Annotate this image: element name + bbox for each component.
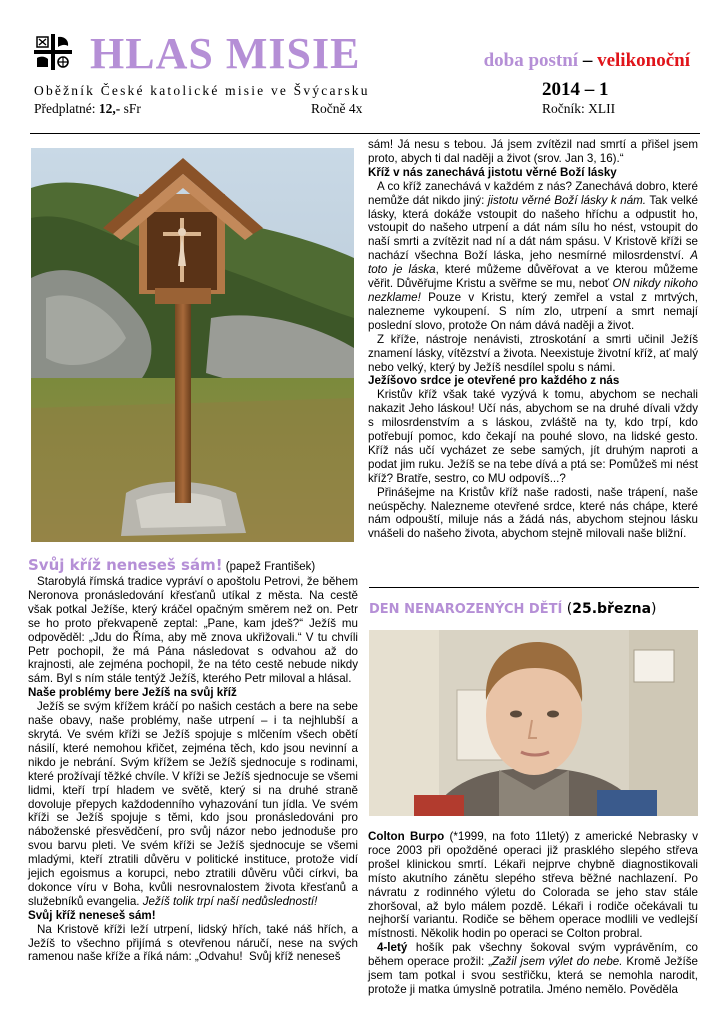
article1-column-right	[368, 138, 698, 541]
article1-paragraph: Kristův kříž však také vyzývá k tomu, abychom se nechali nakazit Jeho láskou! Učí nás, abychom se na druhé dívali vždy s milosrdenstvím a s láskou, zvláště na ty, kdo trpí, kdo potřebují pomoc, kdo čekají na pouhé slovo, na lidské gesto. Kříž nás učí vycházet ze sebe samých, jít druhým naproti a podat jim ruku. Ježíš se na tebe dívá a ptá se: Pomůžeš mi nést kříž? Bratře, sestro, co MU odpovíš...?	[368, 388, 698, 485]
season-lent: doba postní	[483, 50, 579, 71]
article2-text: (*1999, na foto 11letý) z americké Nebrasky v roce 2003 při opožděné operaci již prasklého slepého střeva prošel klinickou smrtí. Lékaři nejprve chybně diagnostikovali místo akutního zánětu slepého střeva běžné nachlazení. Po návratu z rodinného výletu do Colorada se jeho stav stále zhoršoval, až bylo málem pozdě. Lékaři i rodiče očekávali tu nejhorší variantu. Rodiče se během operace modlili ve vedlejší místnosti. Několik hodin po operaci se Colton probral.	[368, 830, 698, 941]
newsletter-subtitle: Oběžník České katolické misie ve Švýcarsku	[34, 83, 370, 98]
article1-paragraph-start: Na Kristově kříži leží utrpení, lidský hřích, také náš hřích, a Ježíš to všechno přijímá s otevřenou náručí, nese na svých ramenou naše kříže a říká nám: „Odvahu! Svůj kříž neneseš	[28, 922, 358, 964]
article2-text: hošík pak všechny šokoval svým vyprávěním, co během operace prožil: „	[368, 941, 698, 969]
masthead	[30, 28, 700, 128]
colton-burpo-photo	[369, 630, 698, 816]
volume-number: Ročník: XLII	[542, 101, 616, 116]
article1-subheading: Naše problémy bere Ježíš na svůj kříž	[28, 686, 237, 700]
article1-paragraph: Přinášejme na Kristův kříž naše radosti, naše trápení, naše neúspěchy. Nalezneme otevřené srdce, které nás chápe, které nám odpouští, miluje nás a žádá nás, abychom stejnou lásku vnášeli do našeho života, abychom stejně milovali naše bližní.	[368, 485, 698, 541]
subscription-value: 12,-	[98, 101, 121, 116]
article2-heading	[369, 600, 657, 618]
article1-subheading: Kříž v nás zanechává jistotu věrné Boží lásky	[368, 165, 617, 179]
article1-paragraph: Starobylá římská tradice vypráví o apoštolu Petrovi, že během Neronova pronásledování křesťanů utíkal z města. Na cestě však potkal Ježíše, který kráčel opačným směrem než on. Petr se ho proto překvapeně zeptal: „Pane, kam jdeš?“ Ježíš mu odpověděl: „Jdu do Říma, aby mě znova ukřižovali.“ V tu chvíli Petr pochopil, že má Pána následovat s odvahou až do krajnosti, ale zejména pochopil, že na této cestě nebude nikdy sám. Byl s ním stále tentýž Ježíš, kterého Petr miloval a hlásal.	[28, 575, 358, 686]
article1-text: Pouze v Kristu, který zemřel a vstal z mrtvých, nalezneme vykoupení. S ním zlo, utrpení a smrt nemají poslední slovo, protože On nám dává naději a život.	[368, 290, 698, 332]
article1-column-left	[28, 575, 358, 964]
article1-title: Svůj kříž neneseš sám!	[28, 556, 223, 574]
article2-date-value: 25.března	[572, 601, 652, 617]
article1-text: Tak velké lásky, která dokáže vstoupit do našeho hříchu a odpustit ho, vstoupit do našeho utrpení a dát nám sílu ho nést, vstoupit do naší smrti a zvítězit nad ní a dát nám spásu. V Kristově kříži se nachází všechna Boží láska, jeho nesmírné milosrdenství.	[368, 193, 699, 263]
article1-italic-text: ON nikdy nikoho nezklame!	[368, 277, 698, 304]
article1-italic-text: A toto je láska	[368, 249, 698, 277]
newsletter-title: HLAS MISIE	[90, 29, 361, 78]
article1-text: Ježíš se svým křížem kráčí po našich cestách a bere na sebe naše obavy, naše problémy, naše utrpení – i ta nejhlubší a skrytá. Ve svém kříži se Ježíš spojuje s mlčením všech obětí násilí, které nemohou křičet, zejména těch, kdo jsou nevinní a nikdo je nebrání. Svým křížem se Ježíš sjednocuje s rodinami, které prožívají těžké chvíle. V kříži se Ježíš sjednocuje se všemi lidmi, kteří trpí hladem ve světě, který si na druhé straně dovoluje přepych každodenního vyhazování tun jídla. Ve svém kříži se Ježíš spojuje s těmi, kdo jsou pronásledováni pro náboženské přesvědčení, pro svůj názor nebo jednoduše pro svou barvu pleti. Ve svém kříži se Ježíš sjednocuje se všemi mladými, kteří ztratili důvěru v politické instituce, protože vidí jejich egoismus a korupci, nebo ztratili důvěru vůči církvi, ba dokonce víru v Boha, kvůli nesrovnalostem života křesťanů a služebníků evangelia.	[28, 700, 358, 908]
article2-text: Kromě Ježíše jsem tam potkal i svou sestřičku, která se nemohla narodit, protože ji matka úmyslně potratila. Jméno nemělo. Pověděla	[368, 955, 698, 996]
article1-heading	[28, 556, 315, 575]
article1-subheading: Ježíšovo srdce je otevřené pro každého z nás	[368, 374, 620, 388]
article2-italic-text: Zažil jsem výlet do nebe.	[491, 955, 623, 969]
article1-paragraph: Z kříže, nástroje nenávisti, ztroskotání a smrti učinil Ježíš znamení lásky, vítězství a života. Neexistuje životní kříž, ať malý nebo velký, který by Ježíš nesdílel spolu s námi.	[368, 332, 698, 374]
wayside-cross-photo	[31, 148, 354, 542]
season-label	[484, 50, 690, 72]
subscription-label: Předplatné:	[34, 101, 99, 116]
issue-number: 2014 – 1	[542, 79, 609, 100]
header-divider	[30, 133, 700, 134]
section-divider	[369, 587, 699, 588]
article2-paragraph	[368, 941, 698, 997]
article1-italic-text: Ježíš tolik trpí naší nedůsledností!	[142, 894, 318, 908]
mission-logo-icon	[34, 34, 72, 70]
article1-text: , které můžeme důvěřovat a ve kterou můžeme věřit. Důvěřujme Kristu a svěřme se mu, neboť	[368, 263, 698, 291]
article2-date	[562, 601, 656, 617]
issue-frequency: Ročně 4x	[311, 101, 363, 116]
season-easter: velikonoční	[597, 50, 690, 71]
article2-date-open: (	[562, 601, 573, 617]
article2-lead: Colton Burpo	[368, 830, 445, 843]
article1-italic-text: jistotu věrné Boží lásky k nám.	[487, 193, 647, 207]
article2-lead: 4-letý	[377, 941, 408, 955]
article1-text: A co kříž zanechává v každém z nás? Zanechává dobro, které nemůže dát nikdo jiný:	[368, 179, 698, 207]
subscription-price	[34, 101, 141, 117]
article1-subheading: Svůj kříž neneseš sám!	[28, 908, 156, 922]
article1-paragraph-continued: sám! Já nesu s tebou. Já jsem zvítězil nad smrtí a přišel jsem proto, abych ti dal naději a život (srov. Jan 3, 16).“	[368, 138, 698, 165]
subscription-currency: sFr	[120, 101, 141, 116]
article1-paragraph	[28, 700, 358, 909]
article2-paragraph	[368, 830, 698, 941]
article2-title: DEN NENAROZENÝCH DĚTÍ	[369, 602, 563, 617]
article1-attribution: (papež František)	[222, 561, 316, 573]
season-dash: –	[578, 50, 598, 71]
article2-body	[368, 830, 698, 997]
article2-date-close: )	[651, 601, 657, 617]
article1-paragraph	[368, 180, 698, 333]
